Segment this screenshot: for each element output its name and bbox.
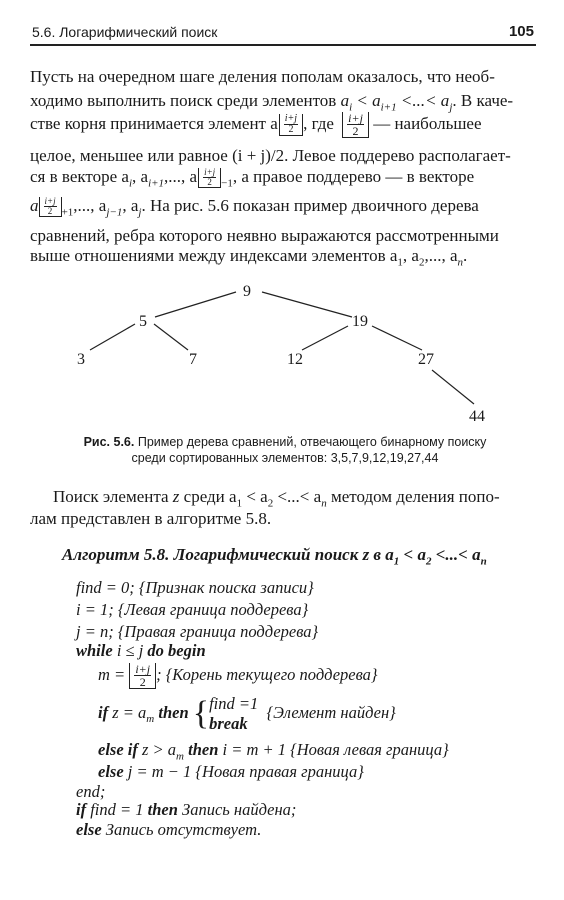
p2-line-1: Поиск элемента z среди $a_1 < a_2$ <...< $a_n$ методом деления попо- bbox=[53, 487, 500, 510]
p1-line-8: выше отношениями между индексами элементов $a_1$, $a_2$,..., $a_n$. bbox=[30, 246, 468, 269]
p1-line-3: стве корня принимается элемент a $\frac{i+j}{2}$ , где $\frac{i+j}{2}$ — наибольшее bbox=[30, 111, 482, 138]
alg-line-6: if $z = a_m$ then { find =1 break {Элемент найден} bbox=[98, 694, 396, 733]
alg-line-7: else if $z > a_m$ then i = m + 1 {Новая левая граница} bbox=[98, 740, 449, 763]
alg-line-1: find = 0; {Признак поиска записи} bbox=[76, 578, 314, 597]
tree-node-9: 9 bbox=[243, 283, 251, 300]
tree-node-44: 44 bbox=[469, 408, 485, 425]
tree-node-19: 19 bbox=[352, 313, 368, 330]
floor-expression: $\frac{i+j}{2}$ bbox=[279, 114, 303, 136]
alg-line-3: j = n; {Правая граница поддерева} bbox=[76, 622, 319, 641]
tree-node-12: 12 bbox=[287, 351, 303, 368]
p1-line-4: целое, меньшее или равное (i + j)/2. Левое поддерево располагает- bbox=[30, 146, 511, 165]
tree-node-27: 27 bbox=[418, 351, 434, 368]
edge-19-12 bbox=[302, 326, 348, 350]
tree-edges bbox=[90, 292, 474, 404]
p1-line-2: ходимо выполнить поиск среди элементов $a_i < a_{i+1}$ <...< $a_j$. В каче- bbox=[30, 91, 514, 114]
algorithm-title: Алгоритм 5.8. Логарифмический поиск z в $a_1 < a_2$ <...< $a_n$ bbox=[62, 545, 487, 568]
figure-label: Рис. 5.6. bbox=[83, 435, 135, 449]
page-number: 105 bbox=[508, 23, 534, 40]
edge-5-3 bbox=[90, 324, 135, 350]
comparison-tree-figure bbox=[0, 278, 564, 428]
left-brace: { bbox=[192, 695, 210, 732]
floor-expression: $\frac{i+j}{2}$ bbox=[342, 112, 369, 138]
edge-19-27 bbox=[372, 326, 422, 350]
edge-9-5 bbox=[155, 292, 236, 317]
p1-line-7: сравнений, ребра которого неявно выражаются рассмотренными bbox=[30, 226, 499, 245]
alg-line-8: else j = m − 1 {Новая правая граница} bbox=[98, 762, 364, 781]
running-header bbox=[30, 22, 536, 46]
alg-line-2: i = 1; {Левая граница поддерева} bbox=[76, 600, 309, 619]
edge-9-19 bbox=[262, 292, 352, 317]
alg-line-11: else Запись отсутствует. bbox=[76, 820, 262, 839]
alg-line-5: m = $\frac{i+j}{2}$ ; {Корень текущего поддерева} bbox=[98, 662, 378, 689]
p1-line-1: Пусть на очередном шаге деления пополам оказалось, что необ- bbox=[30, 67, 495, 86]
p2-line-2: лам представлен в алгоритме 5.8. bbox=[30, 509, 272, 528]
p1-line-5: ся в векторе $a_i$, $a_{i+1}$,..., a $\frac{i+j}{2}$ $_{-1}$, а правое поддерево — в векторе bbox=[30, 167, 475, 190]
edge-27-44 bbox=[432, 370, 474, 404]
figure-caption: Рис. 5.6. Пример дерева сравнений, отвечающего бинарному поиску среди сортированных элементов: 3,5,7,9,12,19,27,44 bbox=[83, 435, 487, 465]
tree-node-3: 3 bbox=[77, 351, 85, 368]
alg-line-9: end; bbox=[76, 782, 106, 801]
alg-line-10: if find = 1 then Запись найдена; bbox=[76, 800, 297, 819]
alg-line-4: while i ≤ j do begin bbox=[76, 641, 206, 660]
edge-5-7 bbox=[154, 324, 188, 350]
section-title: 5.6. Логарифмический поиск bbox=[32, 24, 218, 40]
tree-node-7: 7 bbox=[189, 351, 197, 368]
tree-node-5: 5 bbox=[139, 313, 147, 330]
p1-line-6: a $\frac{i+j}{2}$ $_{+1}$,..., $a_{j-1}$, $a_j$. На рис. 5.6 показан пример двоичного дерева bbox=[30, 196, 479, 219]
